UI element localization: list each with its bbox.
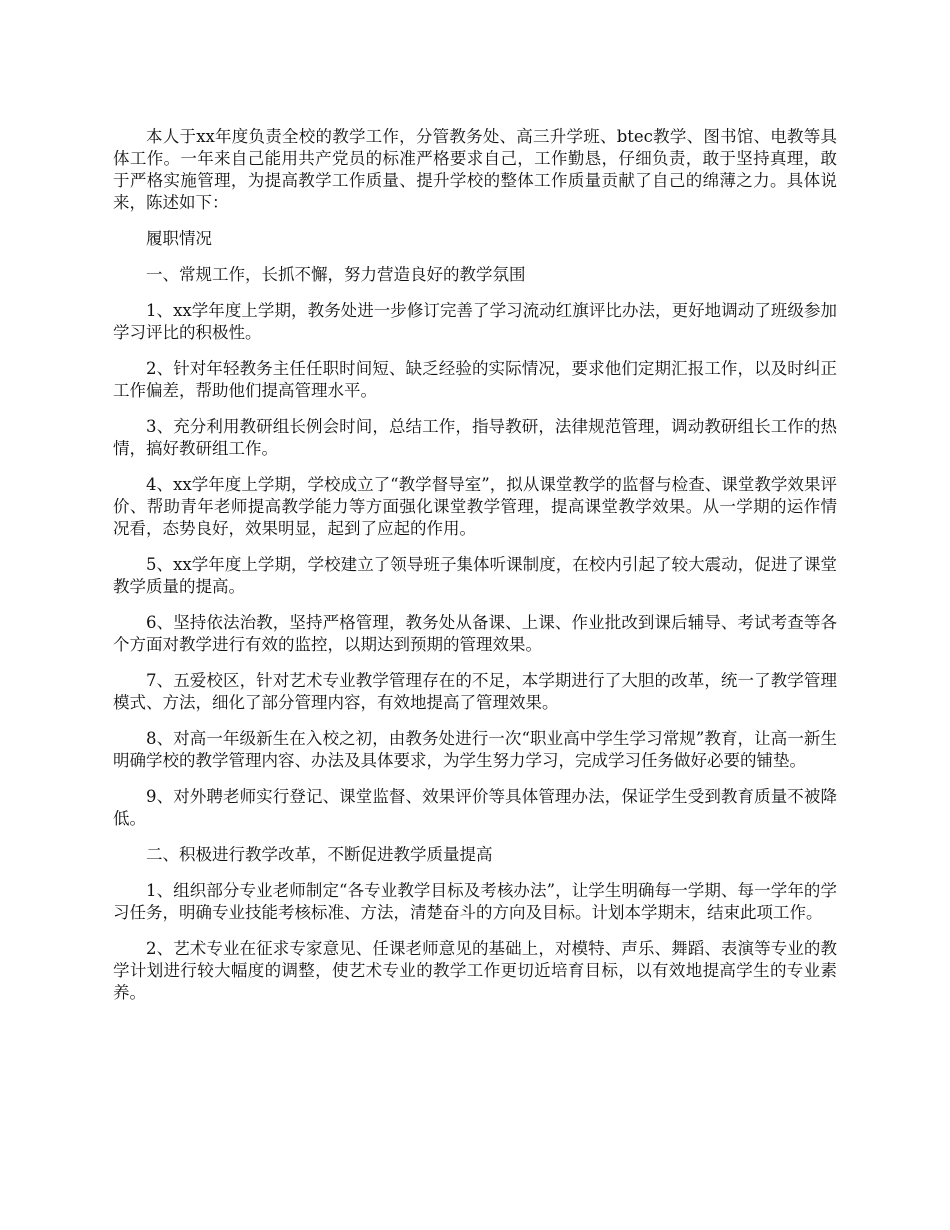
document-body — [113, 126, 837, 1018]
intro-paragraph: 本人于xx年度负责全校的教学工作，分管教务处、高三升学班、btec教学、图书馆、电教等具体工作。一年来自己能用共产党员的标准严格要求自己，工作勤恳，仔细负责，敢于坚持真理，敢于严格实施管理，为提高教学工作质量、提升学校的整体工作质量贡献了自己的绵薄之力。具体说来，陈述如下： — [113, 127, 837, 212]
list-item: 7、五爱校区，针对艺术专业教学管理存在的不足，本学期进行了大胆的改革，统一了教学管理模式、方法，细化了部分管理内容，有效地提高了管理效果。 — [113, 671, 837, 712]
list-item: 4、xx学年度上学期，学校成立了“教学督导室”，拟从课堂教学的监督与检查、课堂教学效果评价、帮助青年老师提高教学能力等方面强化课堂教学管理，提高课堂教学效果。从一学期的运作情况看，态势良好，效果明显，起到了应起的作用。 — [113, 475, 837, 538]
list-item: 2、针对年轻教务主任任职时间短、缺乏经验的实际情况，要求他们定期汇报工作，以及时纠正工作偏差，帮助他们提高管理水平。 — [113, 359, 837, 400]
list-item: 1、xx学年度上学期，教务处进一步修订完善了学习流动红旗评比办法，更好地调动了班级参加学习评比的积极性。 — [113, 301, 837, 342]
list-item: 6、坚持依法治教，坚持严格管理，教务处从备课、上课、作业批改到课后辅导、考试考查等各个方面对教学进行有效的监控，以期达到预期的管理效果。 — [113, 613, 837, 654]
list-item: 8、对高一年级新生在入校之初，由教务处进行一次“职业高中学生学习常规”教育，让高一新生明确学校的教学管理内容、办法及具体要求，为学生努力学习，完成学习任务做好必要的铺垫。 — [113, 729, 837, 770]
section-heading-1: 一、常规工作，长抓不懈，努力营造良好的教学氛围 — [146, 265, 526, 284]
list-item: 2、艺术专业在征求专家意见、任课老师意见的基础上，对模特、声乐、舞蹈、表演等专业的教学计划进行较大幅度的调整，使艺术专业的教学工作更切近培育目标，以有效地提高学生的专业素养。 — [113, 939, 837, 1002]
list-item: 5、xx学年度上学期，学校建立了领导班子集体听课制度，在校内引起了较大震动，促进了课堂教学质量的提高。 — [113, 555, 837, 596]
list-item: 3、充分利用教研组长例会时间，总结工作，指导教研，法律规范管理，调动教研组长工作的热情，搞好教研组工作。 — [113, 417, 837, 458]
list-item: 1、组织部分专业老师制定“各专业教学目标及考核办法”，让学生明确每一学期、每一学年的学习任务，明确专业技能考核标准、方法，清楚奋斗的方向及目标。计划本学期末，结束此项工作。 — [113, 881, 837, 922]
section-heading-2: 二、积极进行教学改革，不断促进教学质量提高 — [146, 845, 493, 864]
list-item: 9、对外聘老师实行登记、课堂监督、效果评价等具体管理办法，保证学生受到教育质量不被降低。 — [113, 787, 837, 828]
section-heading-duty: 履职情况 — [146, 229, 212, 248]
